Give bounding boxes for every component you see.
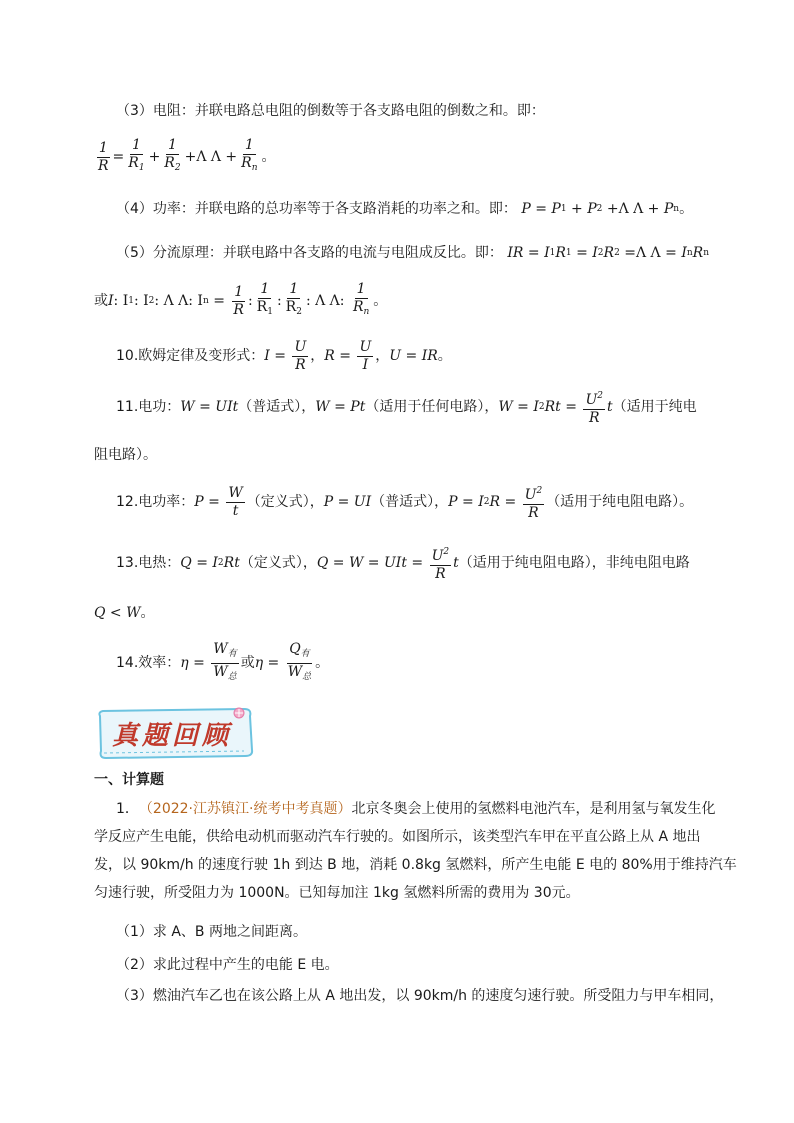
- question-1-line-3: 发，以 90km/h 的速度行驶 1h 到达 B 地，消耗 0.8kg 氢燃料，所产生电能 E 电的 80%用于维持汽车: [94, 857, 737, 873]
- formula-current-ratio: 或 I : I 1 : I 2 : Λ Λ : I n = $\frac{1}{R}$ : $\frac{1}{R_1}$ : $\frac{1}{R_2}$ : Λ Λ : $\frac{1}{R_n}$ 。: [94, 281, 388, 318]
- item-10-ohms-law: 10.欧姆定律及变形式： I = $\frac{U}{R}$ ， R = $\frac{U}{I}$ ， U = IR 。: [116, 338, 452, 373]
- section-banner: [94, 706, 256, 760]
- question-number: 1．: [116, 801, 139, 817]
- item-12-electric-power: 12.电功率： P = $\frac{W}{t}$ （定义式）， P = UI （普适式）， P = I 2 R = $\frac{U^2}{R}$ （适用于纯电阻电路）。: [116, 484, 694, 521]
- item-3-text: （3）电阻：并联电路总电阻的倒数等于各支路电阻的倒数之和。即：: [116, 103, 545, 119]
- item-14-efficiency: 14.效率： η = $\frac{W_有}{W_总}$ 或 η = $\frac{Q_有}{W_总}$ 。: [116, 640, 330, 682]
- question-1-sub-2: （2）求此过程中产生的电能 E 电。: [116, 957, 339, 973]
- section-heading: 一、计算题: [94, 772, 164, 788]
- question-1-sub-1: （1）求 A、B 两地之间距离。: [116, 924, 307, 940]
- item-11-continued: 阻电路）。: [94, 447, 157, 463]
- item-13-electric-heat: 13.电热： Q = I 2 Rt （定义式）， Q = W = UIt = $\frac{U^2}{R}$ t （适用于纯电阻电路），非纯电阻电路: [116, 540, 690, 586]
- question-source: （2022·江苏镇江·统考中考真题）: [138, 801, 352, 817]
- item-13-continued: Q < W 。: [94, 605, 155, 621]
- question-1-line-2: 学反应产生电能，供给电动机而驱动汽车行驶的。如图所示，该类型汽车甲在平直公路上从 A 地出: [94, 829, 701, 845]
- question-1-line-1: 1． （2022·江苏镇江·统考中考真题） 北京冬奥会上使用的氢燃料电池汽车，是利用氢与氧发生化: [116, 801, 716, 817]
- item-4-text: （4）功率：并联电路的总功率等于各支路消耗的功率之和。即： P = P 1 + P 2 + Λ Λ + P n 。: [116, 201, 694, 217]
- item-11-electric-work: 11.电功： W = UIt （普适式）， W = Pt （适用于任何电路）， W = I 2 Rt = $\frac{U^2}{R}$ t （适用于纯电: [116, 384, 697, 430]
- question-1-sub-3: （3）燃油汽车乙也在该公路上从 A 地出发，以 90km/h 的速度匀速行驶。所受阻力与甲车相同，: [116, 988, 724, 1004]
- formula-parallel-resistance: $\frac{1}{R}$ = $\frac{1}{R_1}$ + $\frac{1}{R_2}$ + Λ Λ + $\frac{1}{R_n}$ 。: [98, 137, 276, 174]
- item-5-text: （5）分流原理：并联电路中各支路的电流与电阻成反比。即： IR = I 1 R 1 = I 2 R 2 = Λ Λ = I n R n: [116, 245, 709, 261]
- question-1-line-4: 匀速行驶，所受阻力为 1000N。已知每加注 1kg 氢燃料所需的费用为 30元。: [94, 885, 580, 901]
- banner-title: 真题回顾: [112, 721, 233, 751]
